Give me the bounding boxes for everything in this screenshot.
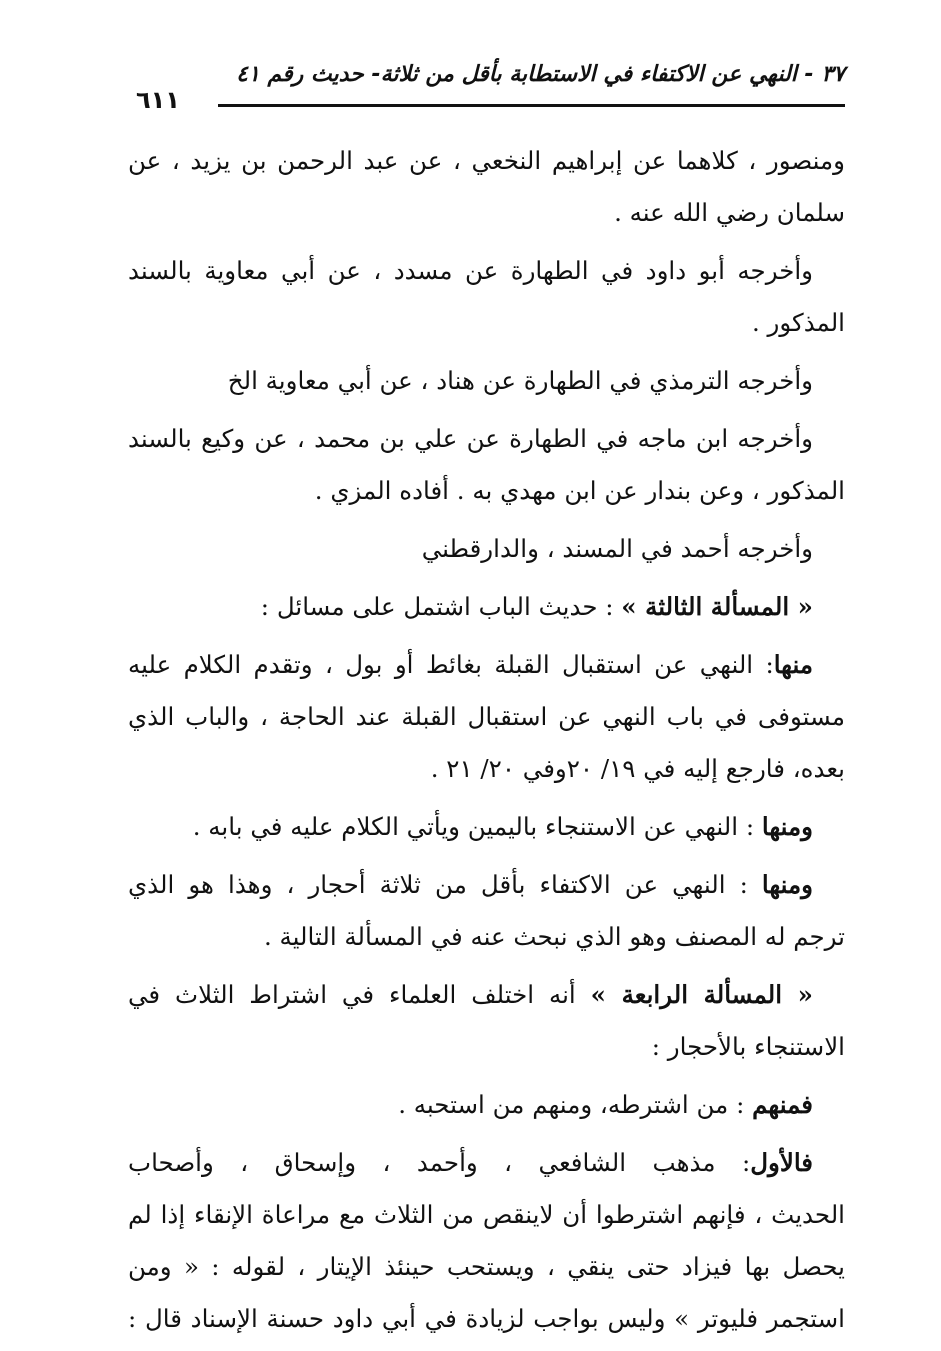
- text-line: [128, 639, 845, 691]
- text-line: مستوفى في باب النهي عن استقبال القبلة عند الحاجة ، والباب الذي: [128, 702, 845, 731]
- paragraph-10: [128, 969, 845, 1073]
- paragraph-3: [128, 355, 845, 407]
- text-line: يحصل بها فيزاد حتى ينقي ، ويستحب حينئذ الإيتار ، لقوله : « ومن: [128, 1252, 845, 1281]
- paragraph-2: [128, 245, 845, 349]
- text-line: [128, 581, 845, 633]
- paragraph-5: [128, 523, 845, 575]
- text-line: [128, 1079, 845, 1131]
- line-text: : مذهب الشافعي ، وأحمد ، وإسحاق ، وأصحاب: [128, 1148, 751, 1177]
- lead-word: ومنها: [761, 812, 813, 841]
- text-line: وأخرجه أبو داود في الطهارة عن مسدد ، عن أبي معاوية بالسند: [128, 256, 813, 285]
- text-line: [128, 1137, 845, 1189]
- text-line: وأخرجه ابن ماجه في الطهارة عن علي بن محمد ، عن وكيع بالسند: [128, 424, 813, 453]
- lead-word: فالأول: [750, 1148, 813, 1177]
- text-line: وأخرجه الترمذي في الطهارة عن هناد ، عن أبي معاوية الخ: [227, 366, 813, 395]
- text-line: سلمان رضي الله عنه .: [614, 198, 845, 227]
- text-line: وأخرجه أحمد في المسند ، والدارقطني: [421, 534, 813, 563]
- text-line: ومنصور ، كلاهما عن إبراهيم النخعي ، عن عبد الرحمن بن يزيد ، عن: [128, 146, 845, 175]
- text-line: المذكور ، وعن بندار عن ابن مهدي به . أفاده المزي .: [314, 476, 845, 505]
- paragraph-7: [128, 639, 845, 795]
- paragraph-12: [128, 1137, 845, 1345]
- line-text: : النهي عن الاستنجاء باليمين ويأتي الكلام عليه في بابه .: [192, 812, 762, 841]
- text-line: ترجم له المصنف وهو الذي نبحث عنه في المسألة التالية .: [263, 922, 845, 951]
- paragraph-4: [128, 413, 845, 517]
- text-line: الاستنجاء بالأحجار :: [651, 1032, 845, 1061]
- paragraph-11: [128, 1079, 845, 1131]
- section-heading: « المسألة الرابعة »: [590, 980, 813, 1009]
- line-text: : النهي عن استقبال القبلة بغائط أو بول ، وتقدم الكلام عليه: [128, 650, 774, 679]
- header-rule: [218, 104, 845, 107]
- section-heading: « المسألة الثالثة »: [621, 592, 813, 621]
- line-text: : النهي عن الاكتفاء بأقل من ثلاثة أحجار ، وهذا هو الذي: [128, 870, 762, 899]
- paragraph-1: [128, 135, 845, 239]
- text-line: [128, 859, 845, 911]
- body-text: [128, 135, 845, 1351]
- text-line: بعده، فارجع إليه في ١٩/ ٢٠وفي ٢٠/ ٢١ .: [430, 754, 845, 783]
- paragraph-6: [128, 581, 845, 633]
- text-line: [128, 801, 845, 853]
- line-text: : من اشترطه، ومنهم من استحبه .: [398, 1090, 753, 1119]
- lead-word: منها: [773, 650, 813, 679]
- text-line: [128, 969, 845, 1021]
- paragraph-9: [128, 859, 845, 963]
- text-line: الحديث ، فإنهم اشترطوا أن لاينقص من الثلاث مع مراعاة الإنقاء إذا لم: [128, 1200, 845, 1229]
- lead-word: ومنها: [761, 870, 813, 899]
- running-header: [128, 58, 845, 112]
- line-text: : حديث الباب اشتمل على مسائل :: [260, 592, 622, 621]
- page-number: ٦١١: [128, 86, 188, 114]
- lead-word: فمنهم: [752, 1090, 813, 1119]
- text-line: استجمر فليوتر » وليس بواجب لزيادة في أبي داود حسنة الإسناد قال :: [128, 1304, 845, 1333]
- chapter-title: ٣٧ - النهي عن الاكتفاء في الاستطابة بأقل من ثلاثة- حديث رقم ٤١: [236, 62, 845, 87]
- text-line: المذكور .: [751, 308, 845, 337]
- paragraph-8: [128, 801, 845, 853]
- line-text: أنه اختلف العلماء في اشتراط الثلاث في: [128, 980, 591, 1009]
